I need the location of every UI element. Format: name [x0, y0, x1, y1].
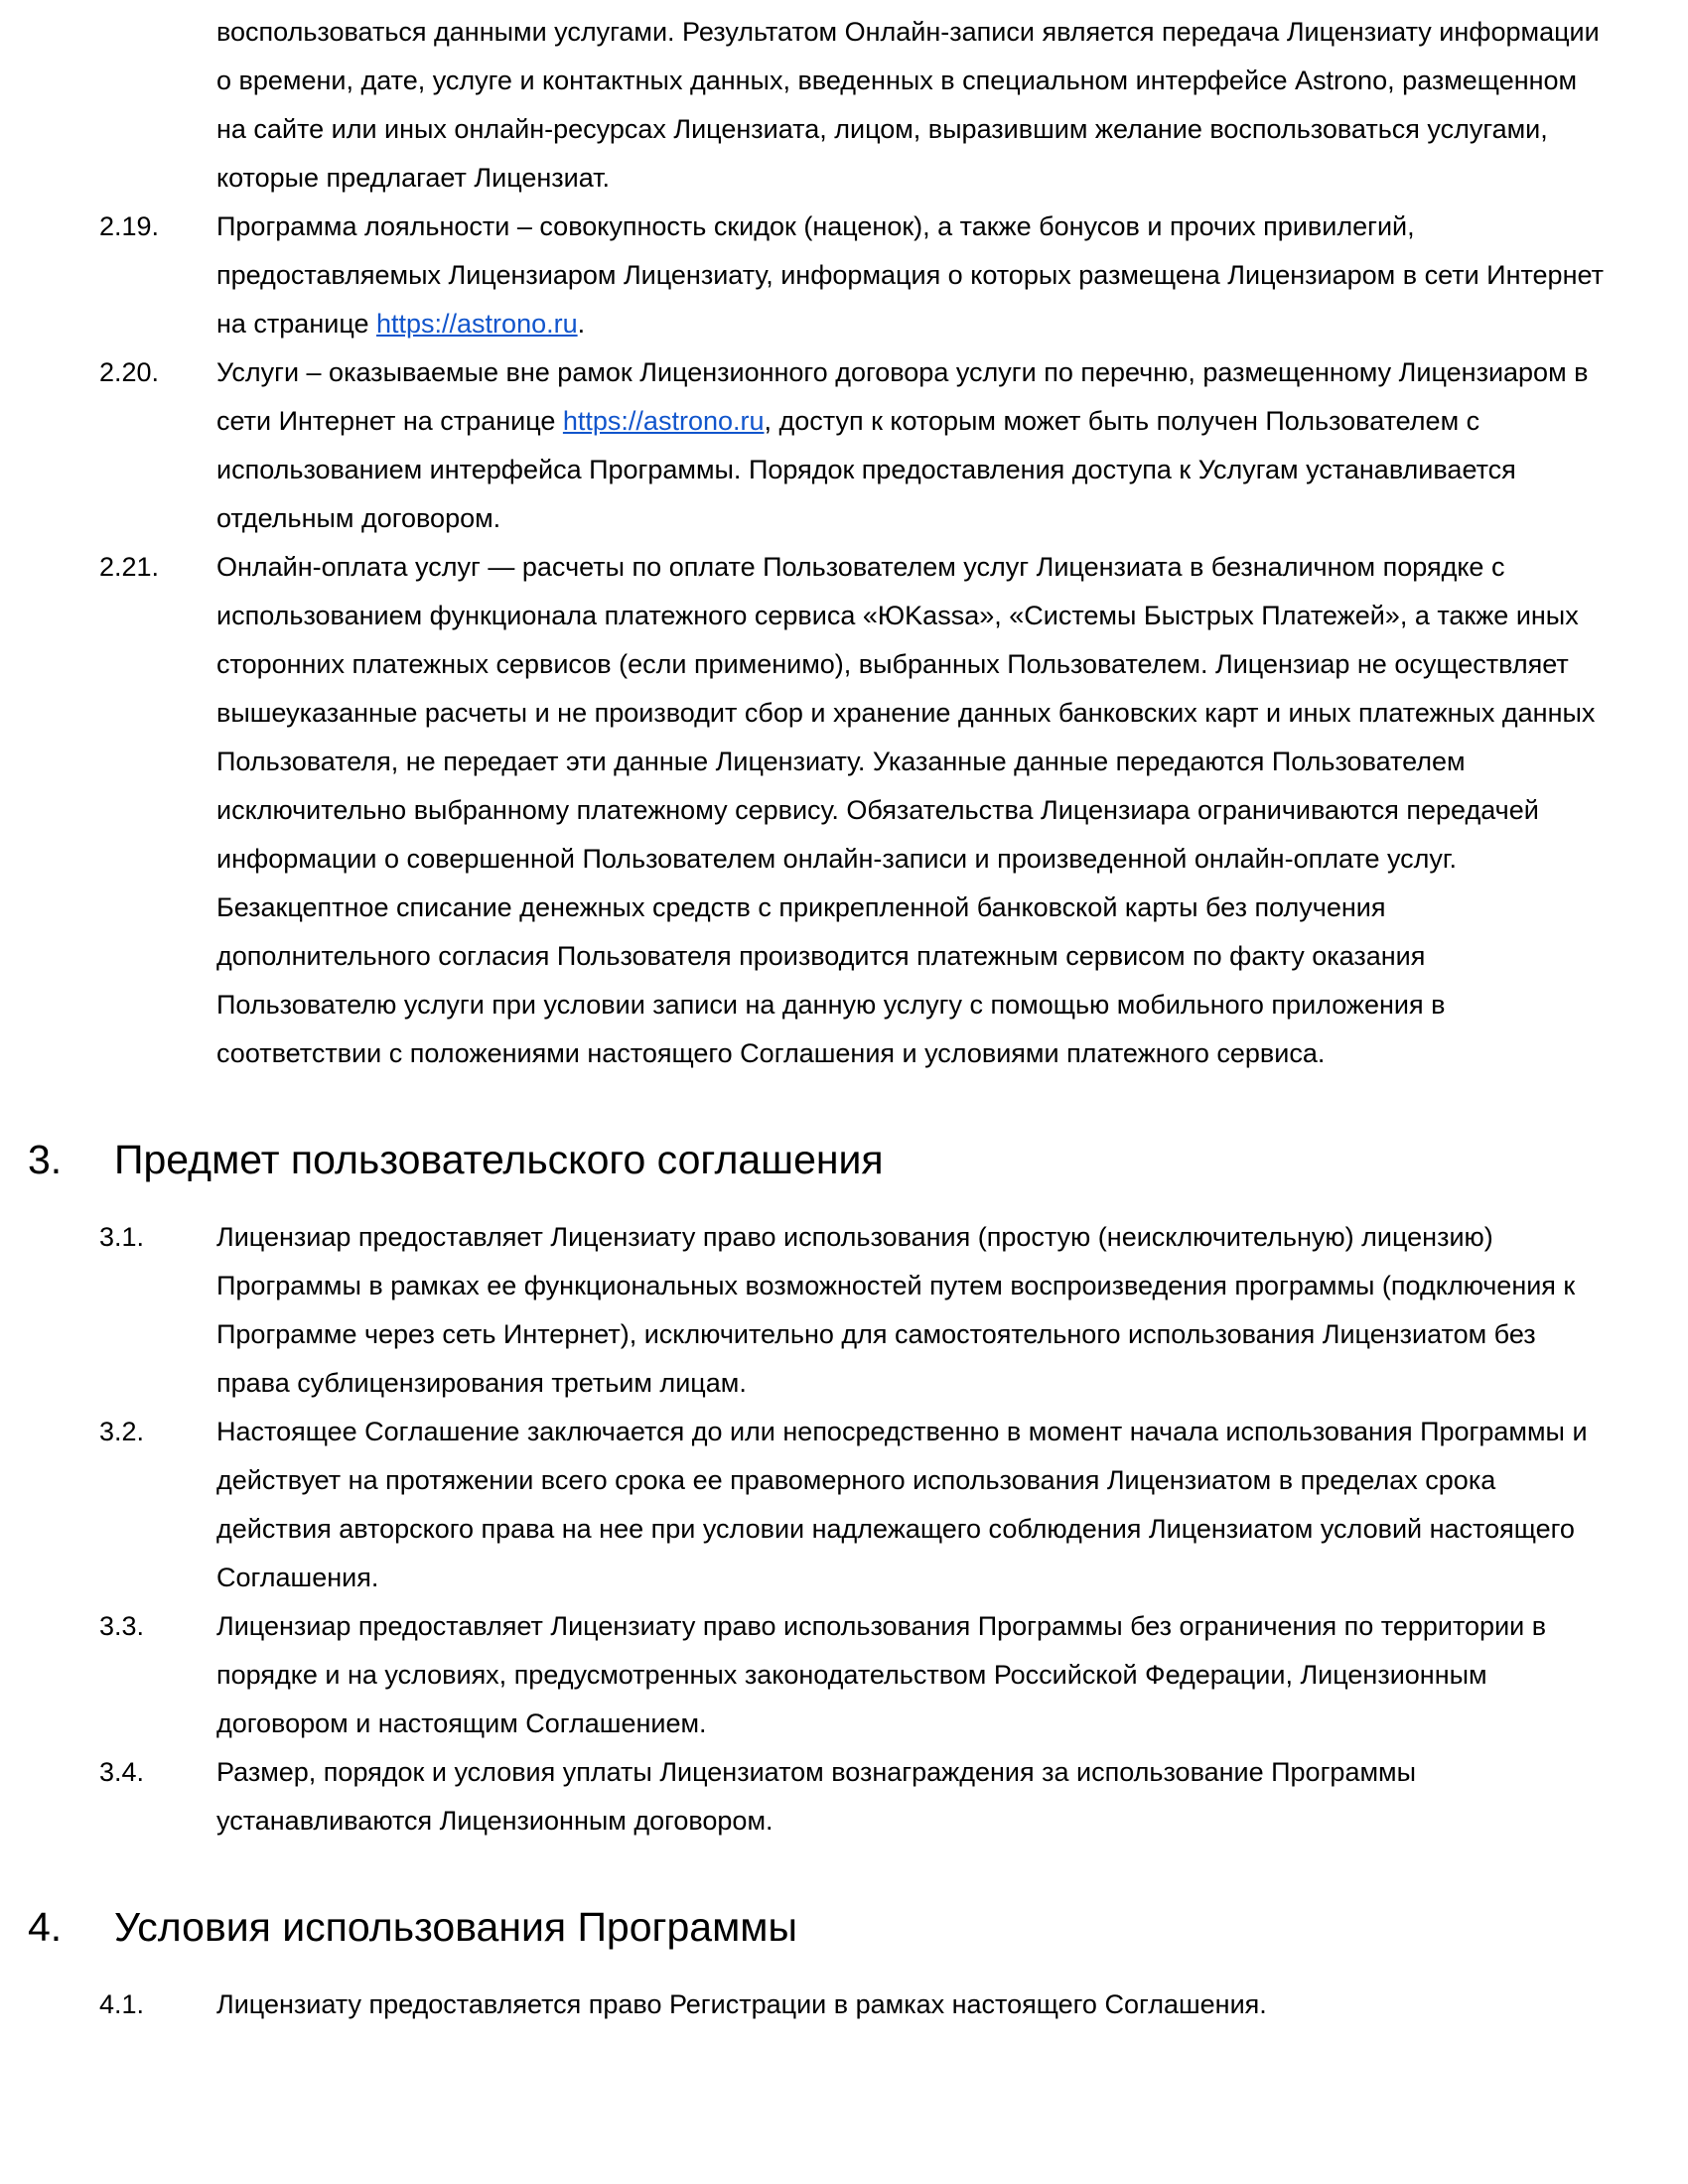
list-item-2-20 — [0, 348, 1688, 543]
item-text: Лицензиар предоставляет Лицензиату право использования (простую (неисключительную) лицензию) Программы в рамках ее функциональных возможностей путем воспроизведения программы (подключения к Программе через сеть Интернет), исключительно для самостоятельного использования Лицензиатом без права сублицензирования третьим лицам. — [216, 1222, 1576, 1398]
astrono-link[interactable]: https://astrono.ru — [562, 406, 765, 436]
list-item-4-1 — [0, 1980, 1688, 2029]
item-text-after-link: . — [577, 309, 586, 339]
item-number: 3.4. — [99, 1757, 145, 1787]
item-text: Лицензиату предоставляется право Регистрации в рамках настоящего Соглашения. — [216, 1989, 1267, 2019]
item-text-before-link: Услуги – оказываемые вне рамок Лицензионного договора услуги по перечню, размещенному Лицензиаром в сети Интернет на странице — [216, 357, 1589, 436]
item-text: Лицензиар предоставляет Лицензиату право использования Программы без ограничения по территории в порядке и на условиях, предусмотренных законодательством Российской Федерации, Лицензионным договором и настоящим Соглашением. — [216, 1611, 1547, 1738]
section-title: Предмет пользовательского соглашения — [114, 1137, 884, 1182]
section-number: 3. — [28, 1137, 63, 1182]
item-text-before-link: Программа лояльности – совокупность скидок (наценок), а также бонусов и прочих привилегий, предоставляемых Лицензиаром Лицензиату, информация о которых размещена Лицензиаром в сети Интернет на странице — [216, 211, 1604, 339]
section-title: Условия использования Программы — [114, 1904, 797, 1950]
section-number: 4. — [28, 1904, 63, 1950]
list-item-3-4 — [0, 1748, 1688, 1845]
section-3-heading — [0, 1132, 1688, 1187]
item-text: Онлайн-оплата услуг — расчеты по оплате Пользователем услуг Лицензиата в безналичном порядке с использованием функционала платежного сервиса «ЮKassa», «Системы Быстрых Платежей», а также иных сторонних платежных сервисов (если применимо), выбранных Пользователем. Лицензиар не осуществляет вышеуказанные расчеты и не производит сбор и хранение данных банковских карт и иных платежных данных Пользователя, не передает эти данные Лицензиату. Указанные данные передаются Пользователем исключительно выбранному платежному сервису. Обязательства Лицензиара ограничиваются передачей информации о совершенной Пользователем онлайн-записи и произведенной онлайн-оплате услуг. Безакцептное списание денежных средств с прикрепленной банковской карты без получения дополнительного согласия Пользователя производится платежным сервисом по факту оказания Пользователю услуги при условии записи на данную услугу с помощью мобильного приложения в соответствии с положениями настоящего Соглашения и условиями платежного сервиса. — [216, 552, 1596, 1068]
item-number: 3.1. — [99, 1222, 145, 1252]
list-item-3-1 — [0, 1213, 1688, 1408]
item-number: 4.1. — [99, 1989, 145, 2019]
list-item-2-19 — [0, 203, 1688, 348]
item-text — [216, 211, 1604, 339]
item-number: 2.21. — [99, 552, 160, 582]
item-number: 3.2. — [99, 1417, 145, 1446]
item-number: 2.20. — [99, 357, 160, 387]
item-number: 2.19. — [99, 211, 160, 241]
continuation-paragraph: воспользоваться данными услугами. Результатом Онлайн-записи является передача Лицензиату информации о времени, дате, услуге и контактных данных, введенных в специальном интерфейсе Astrono, размещенном на сайте или иных онлайн-ресурсах Лицензиата, лицом, выразившим желание воспользоваться услугами, которые предлагает Лицензиат. — [216, 17, 1600, 193]
item-text — [216, 357, 1588, 533]
section-4-heading — [0, 1899, 1688, 1955]
item-text: Размер, порядок и условия уплаты Лицензиатом вознаграждения за использование Программы устанавливаются Лицензионным договором. — [216, 1757, 1416, 1836]
item-text: Настоящее Соглашение заключается до или непосредственно в момент начала использования Программы и действует на протяжении всего срока ее правомерного использования Лицензиатом в пределах срока действия авторского права на нее при условии надлежащего соблюдения Лицензиатом условий настоящего Соглашения. — [216, 1417, 1588, 1592]
astrono-link[interactable]: https://astrono.ru — [376, 309, 578, 339]
item-text-after-link: , доступ к которым может быть получен Пользователем с использованием интерфейса Программы. Порядок предоставления доступа к Услугам устанавливается отдельным договором. — [216, 406, 1516, 533]
list-item-3-3 — [0, 1602, 1688, 1748]
item-number: 3.3. — [99, 1611, 145, 1641]
list-item-2-21 — [0, 543, 1688, 1078]
list-item-3-2 — [0, 1408, 1688, 1602]
